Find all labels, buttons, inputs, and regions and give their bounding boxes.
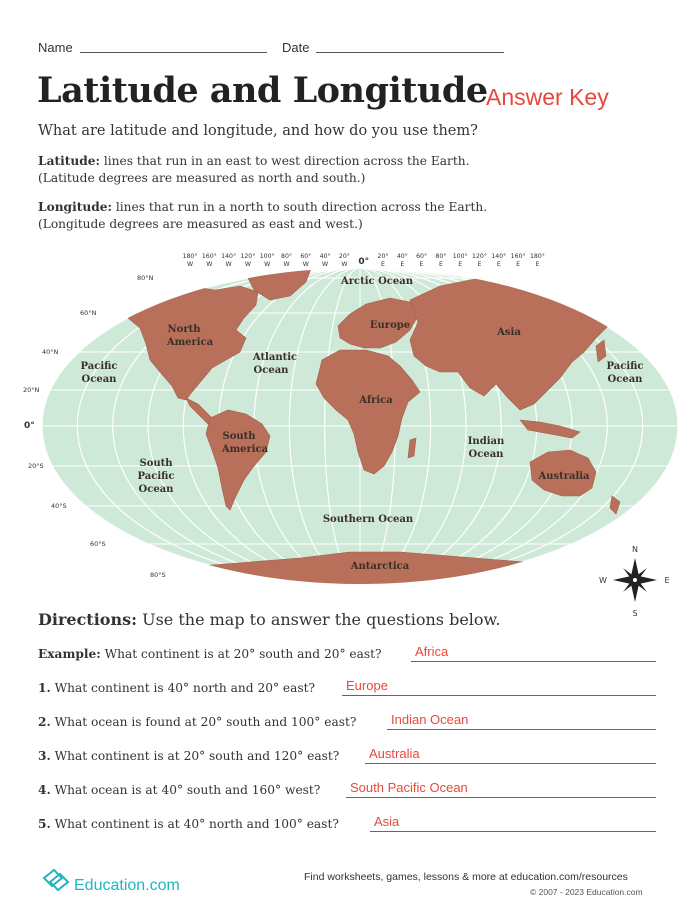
africa-label: Africa xyxy=(359,395,393,406)
question-number: Example: xyxy=(38,647,101,661)
longitude-direction-label: E xyxy=(496,261,501,268)
longitude-degree-label: 60° xyxy=(416,253,428,260)
directions-label: Directions: xyxy=(38,610,137,629)
answer-line[interactable] xyxy=(342,695,656,696)
page-title: Latitude and Longitude xyxy=(37,70,488,111)
question-number: 4. xyxy=(38,783,51,797)
longitude-degree-label: 180° xyxy=(529,253,545,260)
question-text xyxy=(38,715,356,729)
name-label: Name xyxy=(38,40,73,55)
longitude-direction-label: E xyxy=(400,261,405,268)
longitude-degree-label: 80° xyxy=(435,253,447,260)
question-row xyxy=(38,713,658,733)
longitude-direction-label: W xyxy=(244,261,251,268)
longitude-degree-label: 120° xyxy=(240,253,256,260)
answer-text: Europe xyxy=(346,678,388,693)
longitude-direction-label: E xyxy=(438,261,443,268)
atlantic-ocean-label-2: Ocean xyxy=(253,365,289,376)
longitude-direction-label: E xyxy=(477,261,482,268)
longitude-degree-label: 20° xyxy=(377,253,389,260)
longitude-direction-label: W xyxy=(206,261,213,268)
latitude-label: 80°N xyxy=(137,274,154,282)
date-field[interactable] xyxy=(316,52,504,53)
longitude-direction-label: E xyxy=(381,261,385,268)
indian-ocean-label-1: Indian xyxy=(467,436,505,447)
latitude-label: 60°S xyxy=(90,540,106,548)
directions xyxy=(38,610,500,629)
latitude-label: 40°N xyxy=(42,348,59,356)
latitude-text: lines that run in an east to west direction across the Earth. xyxy=(103,154,470,168)
directions-text: Use the map to answer the questions below. xyxy=(142,610,501,629)
asia-label: Asia xyxy=(497,327,521,338)
south-pacific-ocean-label-2: Pacific xyxy=(137,471,175,482)
compass-rose-icon xyxy=(613,558,657,602)
answer-text: Indian Ocean xyxy=(391,712,469,727)
question-text xyxy=(38,749,339,763)
latitude-label: 20°S xyxy=(28,462,44,470)
question-number: 2. xyxy=(38,715,51,729)
question-text xyxy=(38,817,339,831)
answer-text: Asia xyxy=(374,814,400,829)
longitude-direction-label: E xyxy=(419,261,424,268)
question-text xyxy=(38,681,315,695)
question-number: 5. xyxy=(38,817,51,831)
longitude-note: (Longitude degrees are measured as east and west.) xyxy=(38,217,363,231)
question-row xyxy=(38,815,658,835)
longitude-direction-label: W xyxy=(341,261,348,268)
question-row xyxy=(38,645,658,665)
question-number: 3. xyxy=(38,749,51,763)
question-text xyxy=(38,647,382,661)
compass-w-label: W xyxy=(599,576,607,585)
subtitle: What are latitude and longitude, and how do you use them? xyxy=(38,123,478,139)
longitude-degree-label: 180° xyxy=(182,253,198,260)
answer-text: Africa xyxy=(415,644,449,659)
question-row xyxy=(38,747,658,767)
question-body: What ocean is found at 20° south and 100° east? xyxy=(54,715,357,729)
longitude-degree-label: 160° xyxy=(510,253,526,260)
latitude-label: 80°S xyxy=(150,571,166,579)
longitude-degree-label: 160° xyxy=(201,253,217,260)
latitude-label: 20°N xyxy=(23,386,40,394)
compass-n-label: N xyxy=(632,545,638,554)
longitude-degree-label: 20° xyxy=(338,253,350,260)
pacific-ocean-west-label-1: Pacific xyxy=(80,361,118,372)
question-body: What continent is at 20° south and 20° east? xyxy=(104,647,382,661)
question-text xyxy=(38,783,320,797)
longitude-degree-label: 100° xyxy=(259,253,275,260)
longitude-direction-label: E xyxy=(535,261,540,268)
latitude-term: Latitude: xyxy=(38,154,100,168)
education-logo-text: Education.com xyxy=(74,877,180,894)
south-pacific-ocean-label-3: Ocean xyxy=(138,484,174,495)
longitude-direction-label: W xyxy=(322,261,329,268)
longitude-direction-label: E xyxy=(458,261,463,268)
south-america-label-1: South xyxy=(222,431,256,442)
antarctica-label: Antarctica xyxy=(350,561,410,572)
answer-text: Australia xyxy=(369,746,420,761)
southern-ocean-label: Southern Ocean xyxy=(322,514,414,525)
education-logo-icon xyxy=(40,866,72,892)
south-america-label-2: America xyxy=(221,444,269,455)
world-map xyxy=(0,240,700,618)
pacific-ocean-east-label-2: Ocean xyxy=(607,374,643,385)
question-body: What continent is at 20° south and 120° east? xyxy=(54,749,340,763)
longitude-degree-label: 100° xyxy=(452,253,468,260)
longitude-degree-label: 60° xyxy=(300,253,312,260)
answer-line[interactable] xyxy=(365,763,656,764)
indian-ocean-label-2: Ocean xyxy=(468,449,504,460)
australia-label: Australia xyxy=(538,471,590,482)
europe-label: Europe xyxy=(369,320,411,331)
compass-s-label: S xyxy=(632,609,638,618)
answer-key-label: Answer Key xyxy=(486,84,609,110)
longitude-labels xyxy=(183,252,545,268)
footer-copyright: © 2007 - 2023 Education.com xyxy=(530,887,643,897)
longitude-degree-label: 140° xyxy=(491,253,507,260)
atlantic-ocean-label-1: Atlantic xyxy=(252,352,298,363)
question-body: What ocean is at 40° south and 160° west? xyxy=(54,783,321,797)
latitude-label: 0° xyxy=(24,421,35,431)
longitude-direction-label: W xyxy=(186,261,194,268)
longitude-direction-label: W xyxy=(225,261,232,268)
north-america-label-2: America xyxy=(166,337,214,348)
longitude-degree-label: 40° xyxy=(396,253,408,260)
question-number: 1. xyxy=(38,681,51,695)
longitude-degree-label: 40° xyxy=(319,253,331,260)
latitude-note: (Latitude degrees are measured as north and south.) xyxy=(38,171,366,185)
date-label: Date xyxy=(282,40,310,55)
north-america-label-1: North xyxy=(167,324,201,335)
answer-line[interactable] xyxy=(387,729,656,730)
south-pacific-ocean-label-1: South xyxy=(139,458,173,469)
compass-e-label: E xyxy=(664,576,670,585)
pacific-ocean-east-label-1: Pacific xyxy=(606,361,644,372)
longitude-text: lines that run in a north to south direction across the Earth. xyxy=(115,200,488,214)
longitude-definition xyxy=(38,199,558,233)
longitude-direction-label: W xyxy=(264,261,271,268)
longitude-degree-label: 80° xyxy=(281,253,292,260)
answer-line[interactable] xyxy=(411,661,656,662)
latitude-label: 40°S xyxy=(51,502,67,510)
answer-line[interactable] xyxy=(346,797,656,798)
question-body: What continent is at 40° north and 100° east? xyxy=(54,817,339,831)
footer-tagline: Find worksheets, games, lessons & more at education.com/resources xyxy=(304,871,628,883)
arctic-ocean-label: Arctic Ocean xyxy=(340,276,414,287)
question-body: What continent is 40° north and 20° east? xyxy=(54,681,316,695)
question-row xyxy=(38,679,658,699)
answer-text: South Pacific Ocean xyxy=(350,780,468,795)
latitude-definition xyxy=(38,153,558,187)
education-logo xyxy=(40,866,72,896)
longitude-degree-label: 140° xyxy=(221,253,237,260)
pacific-ocean-west-label-2: Ocean xyxy=(81,374,117,385)
longitude-degree-label: 0° xyxy=(358,257,370,267)
longitude-term: Longitude: xyxy=(38,200,112,214)
longitude-degree-label: 120° xyxy=(472,253,487,260)
longitude-direction-label: E xyxy=(516,261,521,268)
name-field[interactable] xyxy=(80,52,267,53)
longitude-direction-label: W xyxy=(283,261,290,268)
answer-line[interactable] xyxy=(370,831,656,832)
question-row xyxy=(38,781,658,801)
longitude-direction-label: W xyxy=(302,261,309,268)
latitude-label: 60°N xyxy=(80,309,97,317)
